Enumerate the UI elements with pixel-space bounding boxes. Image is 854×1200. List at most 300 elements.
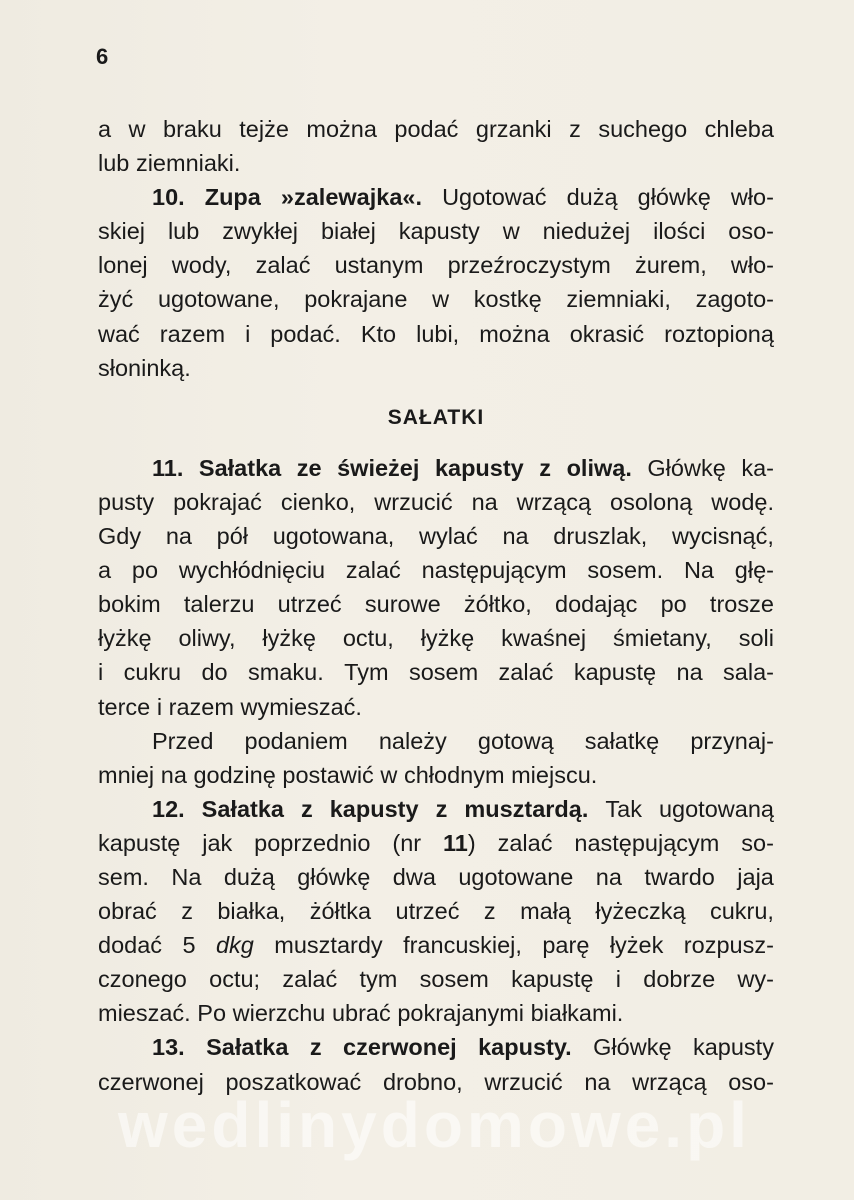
word xyxy=(98,621,152,655)
text-line xyxy=(98,451,774,485)
word xyxy=(684,928,774,962)
word xyxy=(163,112,222,146)
word xyxy=(503,214,520,248)
word xyxy=(478,1030,572,1064)
recipe-title-fragment: 13. xyxy=(152,1034,185,1061)
word xyxy=(202,826,232,860)
recipe-title-fragment: Zupa xyxy=(204,184,261,211)
text-line xyxy=(98,317,774,351)
word xyxy=(98,112,111,146)
word-text: ka- xyxy=(741,454,774,481)
word xyxy=(419,519,478,553)
word-text: drobno, xyxy=(382,1068,463,1095)
word xyxy=(337,451,419,485)
word-text: łyżkę xyxy=(98,625,152,652)
word-text: i xyxy=(98,659,104,686)
word xyxy=(394,112,458,146)
word-text: ubrać xyxy=(331,1000,391,1027)
word-text: na xyxy=(160,761,187,788)
word-text: kapustę xyxy=(98,829,181,856)
word xyxy=(421,621,475,655)
unit-abbrev: dkg xyxy=(215,932,254,959)
word-text: mniej xyxy=(98,761,155,788)
word xyxy=(202,792,284,826)
word xyxy=(181,894,193,928)
recipe-title-fragment: oliwą. xyxy=(566,454,632,481)
word-text: wrzucić xyxy=(374,488,453,515)
word xyxy=(330,792,419,826)
word-text: żółtka xyxy=(309,898,372,925)
word xyxy=(635,248,707,282)
word xyxy=(570,317,644,351)
text-line xyxy=(98,894,774,928)
word xyxy=(172,248,232,282)
word xyxy=(379,724,447,758)
word-text: w xyxy=(502,218,520,245)
word-text: do xyxy=(201,659,228,686)
word xyxy=(178,621,235,655)
word xyxy=(458,860,573,894)
word-text: na xyxy=(676,659,703,686)
word-text: wrzącą xyxy=(516,488,592,515)
word-text: z xyxy=(483,898,496,925)
text-line xyxy=(98,928,774,962)
word-text: ziemniaki, xyxy=(566,286,671,313)
word xyxy=(152,451,183,485)
word-text: godzinę xyxy=(193,761,276,788)
word xyxy=(124,655,181,689)
word xyxy=(270,317,341,351)
word-text: so- xyxy=(741,829,774,856)
word-text: sałatkę xyxy=(584,727,660,754)
word-text: na xyxy=(595,863,622,890)
word-text: razem xyxy=(159,320,226,347)
word-text: ugotowane xyxy=(458,863,574,890)
word xyxy=(245,317,250,351)
word-text: octu; xyxy=(209,966,261,993)
word-text: następującym xyxy=(574,829,720,856)
word-text: wody, xyxy=(171,252,232,279)
word-text: łyżkę xyxy=(420,625,475,652)
word-text: wychłódnięciu xyxy=(178,557,326,584)
text-line xyxy=(98,214,774,248)
word xyxy=(217,894,285,928)
word xyxy=(511,758,597,792)
word-text: i xyxy=(245,320,251,347)
word xyxy=(98,519,141,553)
word-text: wło- xyxy=(730,252,774,279)
word-text: rozpusz- xyxy=(683,932,774,959)
text-line xyxy=(98,826,774,860)
word xyxy=(209,962,260,996)
word-text: Na xyxy=(171,863,202,890)
word-text: poszatkować xyxy=(225,1068,362,1095)
word-text: cukru, xyxy=(709,898,774,925)
word-text: dużą xyxy=(223,863,275,890)
word xyxy=(365,587,441,621)
word-text: lub xyxy=(98,150,130,177)
section-heading: SAŁATKI xyxy=(387,405,485,429)
recipe-title-fragment: z xyxy=(539,454,552,481)
word xyxy=(343,621,394,655)
word xyxy=(374,485,452,519)
word xyxy=(197,996,226,1030)
page-number: 6 xyxy=(96,44,109,69)
word-text: dobrze xyxy=(643,966,716,993)
word-text: ) xyxy=(467,829,476,856)
word-text: wycisnąć, xyxy=(672,523,774,550)
word xyxy=(98,860,149,894)
word xyxy=(472,485,498,519)
word xyxy=(98,317,140,351)
word xyxy=(566,282,670,316)
text-line xyxy=(98,724,774,758)
word xyxy=(397,996,524,1030)
word xyxy=(567,451,632,485)
word xyxy=(574,826,719,860)
word xyxy=(443,826,476,860)
word xyxy=(436,792,448,826)
word-text: po xyxy=(660,591,687,618)
word xyxy=(653,214,705,248)
word xyxy=(301,792,313,826)
word-text: surowe xyxy=(364,591,441,618)
word-text: ugotowaną xyxy=(658,795,774,822)
text-line xyxy=(98,962,774,996)
recipe-title-fragment: Sałatka xyxy=(198,454,282,481)
word xyxy=(166,519,192,553)
word xyxy=(98,655,103,689)
word-text: zagoto- xyxy=(695,286,774,313)
word-text: na xyxy=(584,1068,611,1095)
text-line xyxy=(98,351,774,385)
word xyxy=(416,317,459,351)
word-text: czerwonej xyxy=(98,1068,204,1095)
word xyxy=(392,826,421,860)
word xyxy=(136,146,240,180)
word-text: białka, xyxy=(217,898,286,925)
word xyxy=(152,724,213,758)
word xyxy=(206,1030,288,1064)
word xyxy=(281,180,422,214)
word-text: wierzchu xyxy=(232,1000,326,1027)
word xyxy=(346,553,401,587)
word xyxy=(282,962,337,996)
word xyxy=(610,485,692,519)
word-text: zalać xyxy=(498,659,554,686)
word-text: osoloną xyxy=(610,488,693,515)
recipe-title-fragment: 12. xyxy=(152,795,185,822)
word xyxy=(98,894,157,928)
word-text: oso- xyxy=(728,218,774,245)
word-text: soli xyxy=(738,625,774,652)
word xyxy=(173,485,262,519)
word xyxy=(201,655,227,689)
word-text: mieszać. xyxy=(98,1000,191,1027)
word-text: lub xyxy=(167,218,200,245)
word xyxy=(278,587,342,621)
word-text: trosze xyxy=(709,591,774,618)
word-text: cienko, xyxy=(280,488,356,515)
word-text: chleba xyxy=(704,116,774,142)
word-text: wrzącą xyxy=(632,1068,707,1095)
word-text: suchego xyxy=(598,116,688,142)
word xyxy=(728,214,774,248)
word xyxy=(731,248,774,282)
word xyxy=(605,792,642,826)
word xyxy=(501,621,586,655)
word-text: postawić xyxy=(282,761,374,788)
word-text: białej xyxy=(320,218,376,245)
word xyxy=(422,553,567,587)
word xyxy=(741,826,774,860)
word-text: następującym xyxy=(421,557,567,584)
word xyxy=(233,996,326,1030)
word xyxy=(199,451,281,485)
word xyxy=(684,553,714,587)
word xyxy=(344,655,388,689)
word xyxy=(254,826,370,860)
word xyxy=(361,317,396,351)
word-text: na xyxy=(502,523,529,550)
word-text: małą xyxy=(520,898,571,925)
word-text: jaja xyxy=(737,863,774,890)
text-line xyxy=(98,180,774,214)
word-text: tym xyxy=(359,966,398,993)
word xyxy=(160,317,225,351)
word-text: parę xyxy=(542,932,590,959)
word-text: zalać xyxy=(345,557,401,584)
word-text: główkę xyxy=(297,863,371,890)
word xyxy=(569,112,581,146)
word-text: tejże xyxy=(239,116,289,142)
word-text: Ugotować xyxy=(442,184,547,211)
word-text: łyżek xyxy=(609,932,664,959)
word xyxy=(595,894,685,928)
word-text: pusty xyxy=(98,488,155,515)
word xyxy=(567,180,618,214)
word xyxy=(256,248,311,282)
word-text: łyżeczką xyxy=(595,898,686,925)
word-text: zalać xyxy=(497,829,553,856)
word-text: podać xyxy=(394,116,459,142)
word-text: na xyxy=(471,488,498,515)
word xyxy=(499,655,554,689)
word xyxy=(539,451,551,485)
word xyxy=(498,826,553,860)
word xyxy=(168,214,199,248)
word xyxy=(182,928,195,962)
word xyxy=(464,587,532,621)
word xyxy=(448,248,611,282)
word xyxy=(710,587,774,621)
word xyxy=(98,282,133,316)
word-text: cukru xyxy=(123,659,182,686)
word xyxy=(553,519,647,553)
recipe-title-fragment: musztardą. xyxy=(464,795,589,822)
word xyxy=(690,724,774,758)
word xyxy=(216,928,254,962)
text-line xyxy=(98,690,774,724)
word-text: sala- xyxy=(723,659,774,686)
word-text: skiej xyxy=(98,218,146,245)
word xyxy=(306,112,377,146)
word xyxy=(129,112,146,146)
word xyxy=(574,655,656,689)
word xyxy=(152,1030,185,1064)
word xyxy=(98,214,145,248)
word-text: jak xyxy=(202,829,233,856)
word xyxy=(432,282,449,316)
word-text: ugotowana, xyxy=(272,523,395,550)
word xyxy=(273,519,395,553)
word xyxy=(321,214,376,248)
word xyxy=(474,282,542,316)
word-text: dużą xyxy=(566,184,618,211)
word-text: wodę. xyxy=(711,488,774,515)
word xyxy=(241,690,362,724)
word xyxy=(393,860,436,894)
word-text: a xyxy=(98,557,112,584)
word xyxy=(705,112,774,146)
word-text: sem. xyxy=(98,863,149,890)
word-text: podaniem xyxy=(244,727,348,754)
text-line xyxy=(98,553,774,587)
word xyxy=(435,451,524,485)
word xyxy=(659,792,774,826)
word xyxy=(297,451,322,485)
word xyxy=(310,1030,322,1064)
word-text: roztopioną xyxy=(664,320,774,347)
recipe-title-fragment: czerwonej xyxy=(343,1034,457,1061)
word-text: ustanym xyxy=(334,252,424,279)
word-text: kapusty xyxy=(692,1034,774,1061)
word xyxy=(420,962,489,996)
word-text: talerzu xyxy=(183,591,255,618)
word xyxy=(739,621,774,655)
word-text: pokrajane xyxy=(304,286,408,313)
word-text: utrzeć xyxy=(277,591,342,618)
word-text: (nr xyxy=(392,829,422,856)
word xyxy=(224,860,275,894)
word xyxy=(297,860,370,894)
word-text: śmietany, xyxy=(612,625,712,652)
word xyxy=(274,928,382,962)
word-text: Po xyxy=(197,1000,227,1027)
word-text: dwa xyxy=(392,863,436,890)
word-text: kwaśnej xyxy=(501,625,587,652)
word xyxy=(98,962,187,996)
word-text: z xyxy=(181,898,193,925)
word-text: można xyxy=(306,116,377,142)
recipe-title-fragment: ze xyxy=(296,454,322,481)
word-text: zalać xyxy=(255,252,311,279)
word-text: chłodnym xyxy=(403,761,505,788)
word-text: w xyxy=(380,761,398,788)
recipe-title-fragment: 11. xyxy=(152,454,184,481)
word xyxy=(735,553,774,587)
word xyxy=(409,655,478,689)
word xyxy=(98,996,191,1030)
word xyxy=(98,146,129,180)
recipe-title-fragment: kapusty xyxy=(434,454,524,481)
word-text: pokrajanymi xyxy=(397,1000,525,1027)
word-text: wylać xyxy=(418,523,478,550)
word-text: druszlak, xyxy=(553,523,648,550)
word-text: Tym xyxy=(344,659,389,686)
word xyxy=(380,758,397,792)
word xyxy=(731,180,774,214)
text-line xyxy=(98,587,774,621)
word-text: wło- xyxy=(730,184,774,211)
text-line xyxy=(98,655,774,689)
text-line xyxy=(98,519,774,553)
word xyxy=(152,792,185,826)
word xyxy=(158,282,280,316)
word-text: a xyxy=(98,116,112,142)
word-text: utrzeć xyxy=(395,898,460,925)
recipe-title-fragment: 10. xyxy=(152,184,185,211)
word xyxy=(520,894,571,928)
text-line xyxy=(98,996,774,1030)
word xyxy=(737,860,774,894)
word-text: łyżkę xyxy=(262,625,316,652)
word xyxy=(723,655,774,689)
word-text: wymieszać. xyxy=(240,693,362,720)
text-line xyxy=(98,248,774,282)
word-text: w xyxy=(432,286,450,313)
word-text: przynaj- xyxy=(690,727,774,754)
word-text: przeźroczystym xyxy=(447,252,611,279)
word-text: zwykłej xyxy=(222,218,298,245)
text-line xyxy=(98,282,774,316)
word xyxy=(647,451,725,485)
recipe-title-fragment: kapusty xyxy=(329,795,419,822)
word-text: poprzednio xyxy=(254,829,371,856)
word xyxy=(502,519,528,553)
word-text: Kto xyxy=(360,320,397,347)
recipe-title-fragment: 11 xyxy=(443,829,468,856)
word-text: należy xyxy=(378,727,447,754)
word xyxy=(741,451,774,485)
word-text: Na xyxy=(683,557,714,584)
word-text: kostkę xyxy=(473,286,542,313)
word-text: sosem xyxy=(408,659,479,686)
word xyxy=(205,180,261,214)
word-text: wrzucić xyxy=(484,1068,563,1095)
word xyxy=(598,112,687,146)
word xyxy=(282,758,373,792)
word-text: żyć xyxy=(98,286,134,313)
word xyxy=(555,587,637,621)
word xyxy=(343,1030,457,1064)
word-text: pół xyxy=(216,523,249,550)
word-text: sosem xyxy=(419,966,489,993)
word xyxy=(399,214,480,248)
word xyxy=(610,928,664,962)
word xyxy=(672,519,774,553)
word-text: terce xyxy=(98,693,151,720)
word xyxy=(661,587,687,621)
word xyxy=(98,758,154,792)
word-text: kapusty xyxy=(398,218,480,245)
word xyxy=(476,112,552,146)
word xyxy=(179,553,325,587)
word-text: bokim xyxy=(98,591,161,618)
recipe-title-fragment: Sałatka xyxy=(201,795,284,822)
word-text: smaku. xyxy=(248,659,324,686)
word-text: braku xyxy=(163,116,222,142)
